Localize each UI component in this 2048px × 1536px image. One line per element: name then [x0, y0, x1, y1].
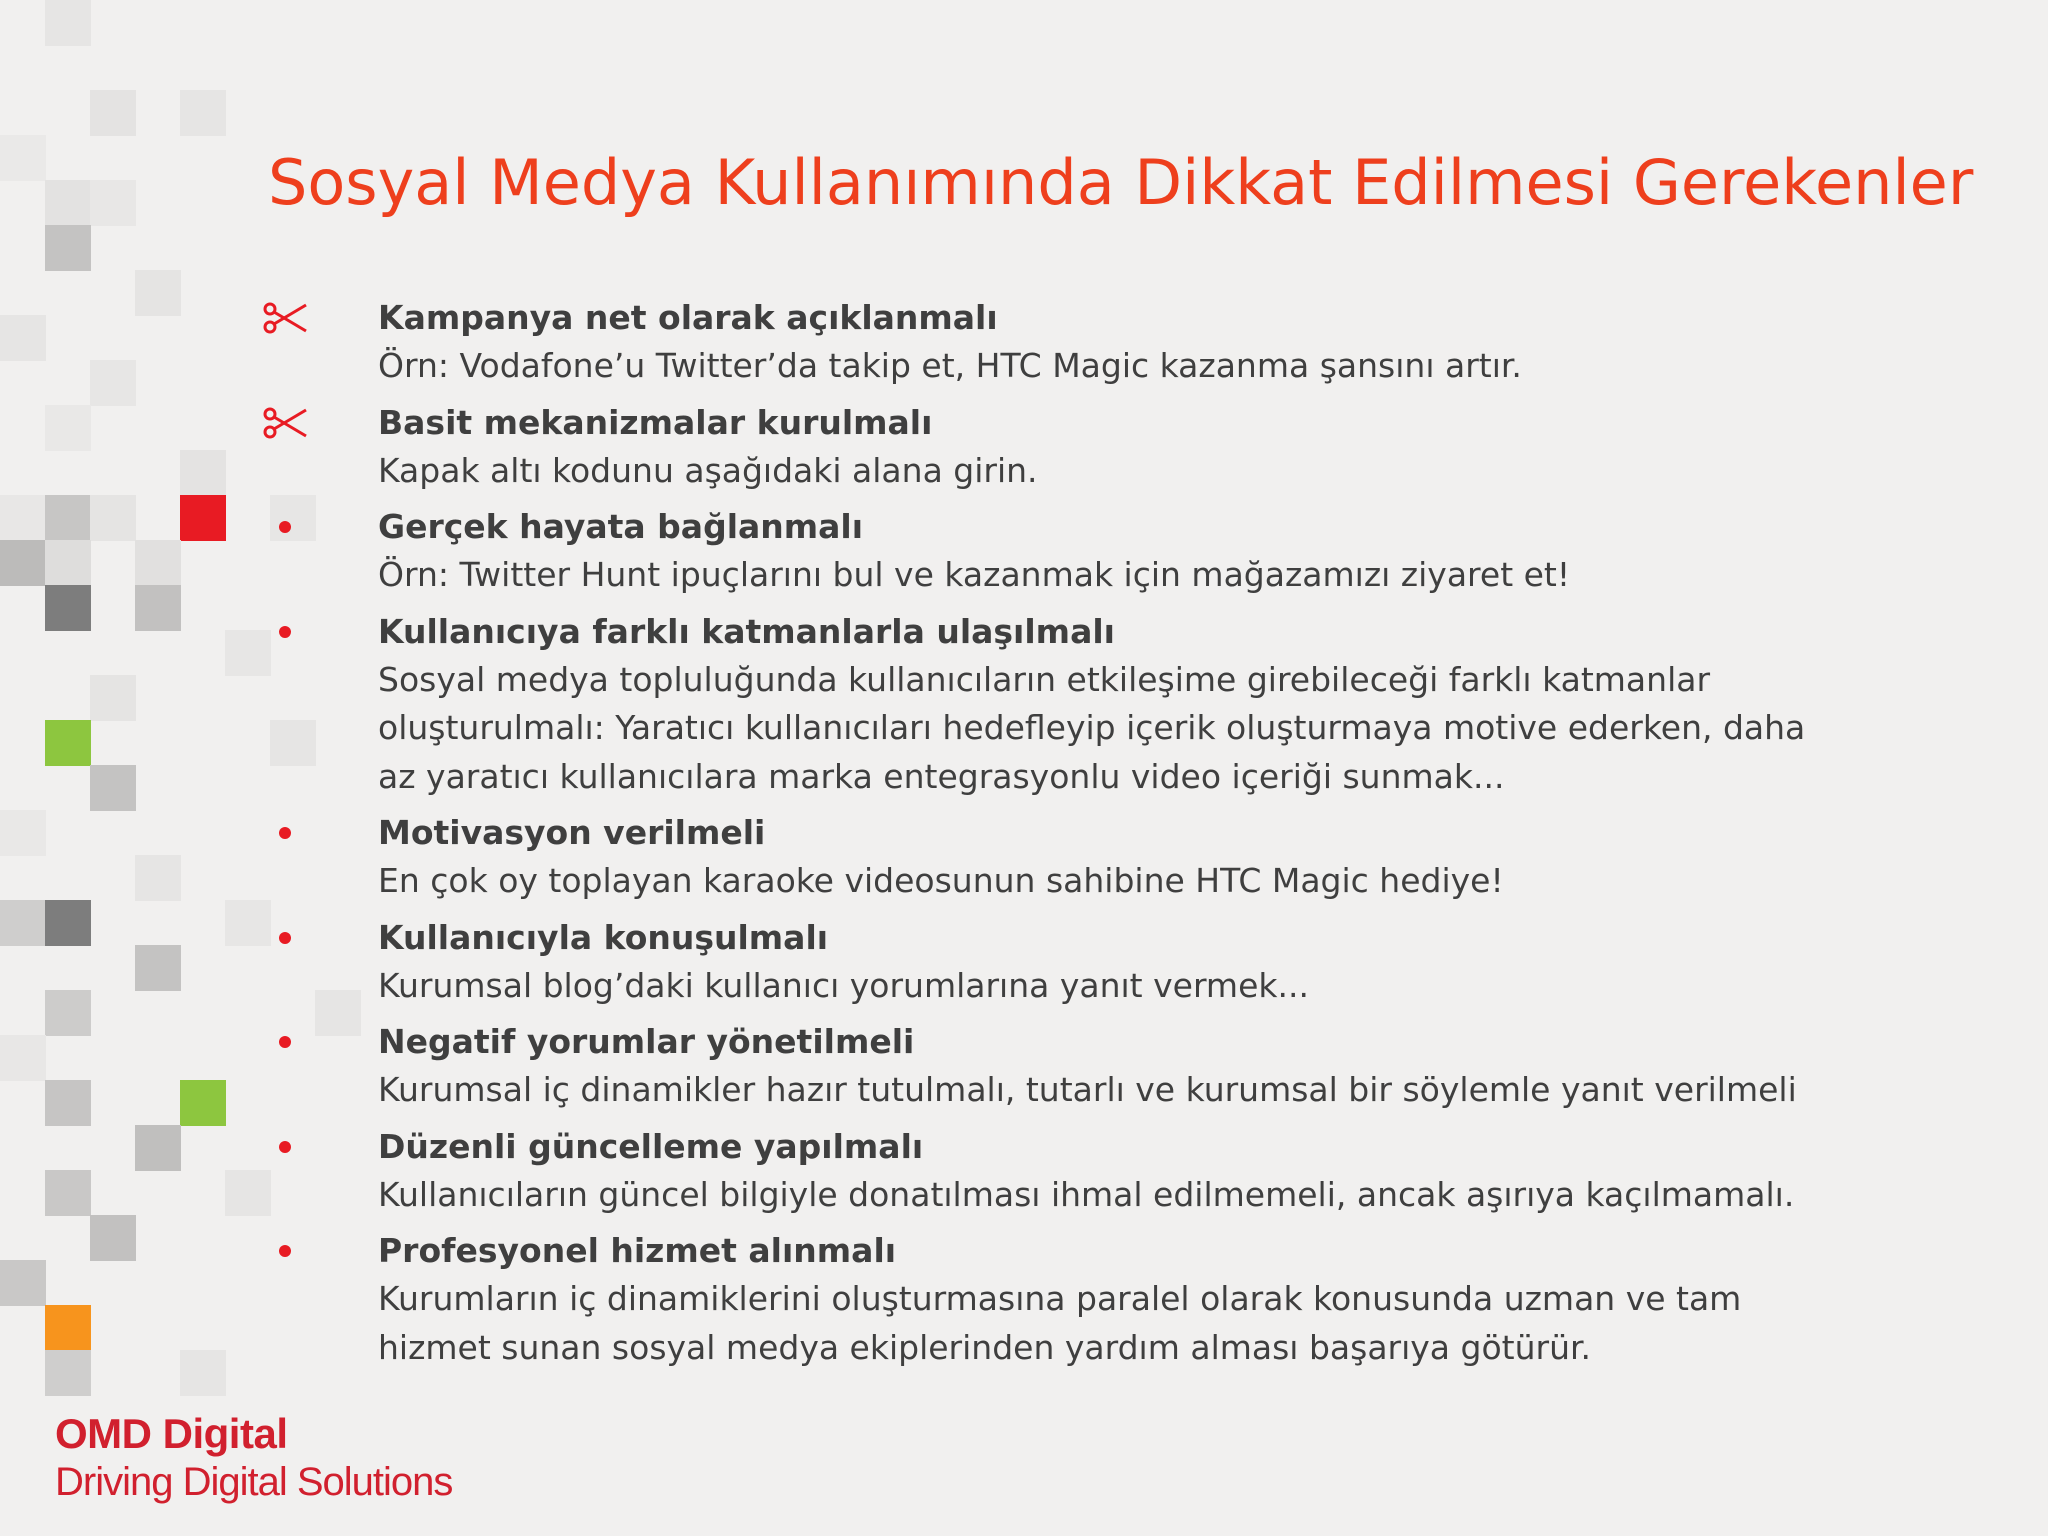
mosaic-square [0, 1035, 46, 1081]
item-heading: Kullanıcıyla konuşulmalı [378, 917, 829, 957]
mosaic-square [90, 1215, 136, 1261]
logo-tagline: Driving Digital Solutions [55, 1460, 453, 1505]
mosaic-square [135, 270, 181, 316]
mosaic-square [0, 900, 46, 946]
mosaic-square [135, 855, 181, 901]
item-text: Sosyal medya topluluğunda kullanıcıların etkileşime girebileceği farklı katmanlar oluşturulmalı: Yaratıcı kullanıcıları hedefleyip içerik oluşturmaya motive ederken, daha az yaratıcı kullanıcılara marka entegrasyonlu video içeriği sunmak... [378, 659, 1806, 796]
mosaic-square [45, 1080, 91, 1126]
mosaic-square-green [45, 720, 91, 766]
mosaic-square-red [180, 495, 226, 541]
mosaic-square [45, 1350, 91, 1396]
bullet-dot [260, 1231, 310, 1271]
logo-brand: OMD Digital [55, 1410, 288, 1457]
item-text: Kapak altı kodunu aşağıdaki alana girin. [378, 450, 1038, 490]
list-item [260, 503, 1840, 600]
mosaic-square [135, 1125, 181, 1171]
scissors-icon [260, 403, 310, 443]
mosaic-square [180, 1350, 226, 1396]
bullet-dot [260, 507, 310, 547]
list-item [260, 809, 1840, 906]
mosaic-square [45, 1170, 91, 1216]
mosaic-square [0, 315, 46, 361]
mosaic-square [0, 135, 46, 181]
mosaic-square [135, 585, 181, 631]
bullet-dot [260, 1127, 310, 1167]
bullet-dot [260, 813, 310, 853]
mosaic-square [45, 990, 91, 1036]
item-heading: Gerçek hayata bağlanmalı [378, 507, 864, 546]
mosaic-square [0, 540, 46, 586]
list-item [260, 399, 1840, 496]
mosaic-square-orange [45, 1305, 91, 1351]
mosaic-square [90, 90, 136, 136]
item-text: Örn: Vodafone’u Twitter’da takip et, HTC Magic kazanma şansını artır. [378, 346, 1522, 385]
list-item [260, 608, 1840, 802]
bullet-dot [260, 918, 310, 958]
mosaic-square-green [180, 1080, 226, 1126]
item-text: Örn: Twitter Hunt ipuçlarını bul ve kazanmak için mağazamızı ziyaret et! [378, 555, 1571, 594]
item-heading: Profesyonel hizmet alınmalı [378, 1231, 897, 1270]
mosaic-square [90, 495, 136, 541]
mosaic-square [45, 495, 91, 541]
item-text: Kurumsal iç dinamikler hazır tutulmalı, tutarlı ve kurumsal bir söylemle yanıt verilmeli [378, 1070, 1797, 1109]
item-text: Kurumların iç dinamiklerini oluşturmasına paralel olarak konusunda uzman ve tam hizmet sunan sosyal medya ekiplerinden yardım alması başarıya götürür. [378, 1279, 1742, 1367]
mosaic-square [45, 540, 91, 586]
list-item [260, 1123, 1840, 1220]
mosaic-square [45, 225, 91, 271]
item-text: Kurumsal blog’daki kullanıcı yorumlarına yanıt vermek... [378, 965, 1309, 1005]
mosaic-square [0, 1260, 46, 1306]
item-heading: Basit mekanizmalar kurulmalı [378, 402, 933, 442]
mosaic-square [45, 585, 91, 631]
list-item [260, 1018, 1840, 1115]
bullet-list [260, 294, 1840, 1380]
mosaic-square [180, 90, 226, 136]
item-heading: Kampanya net olarak açıklanmalı [378, 298, 998, 337]
mosaic-square [45, 180, 91, 226]
scissors-icon [260, 298, 310, 338]
item-heading: Kullanıcıya farklı katmanlarla ulaşılmalı [378, 611, 1115, 651]
mosaic-square [180, 450, 226, 496]
mosaic-square [90, 180, 136, 226]
mosaic-square [0, 495, 46, 541]
mosaic-square [90, 675, 136, 721]
mosaic-square [135, 945, 181, 991]
mosaic-square [90, 360, 136, 406]
mosaic-square [45, 0, 91, 46]
list-item [260, 294, 1840, 391]
item-text: Kullanıcıların güncel bilgiyle donatılması ihmal edilmemeli, ancak aşırıya kaçılmamalı. [378, 1174, 1795, 1214]
mosaic-square [0, 810, 46, 856]
item-heading: Motivasyon verilmeli [378, 813, 766, 852]
mosaic-square [45, 900, 91, 946]
item-heading: Negatif yorumlar yönetilmeli [378, 1022, 915, 1061]
list-item [260, 914, 1840, 1011]
item-heading: Düzenli güncelleme yapılmalı [378, 1126, 924, 1166]
mosaic-square [90, 765, 136, 811]
mosaic-square [135, 540, 181, 586]
slide-title: Sosyal Medya Kullanımında Dikkat Edilmesi Gerekenler [268, 146, 1974, 219]
item-text: En çok oy toplayan karaoke videosunun sahibine HTC Magic hediye! [378, 861, 1504, 900]
omd-digital-logo [55, 1410, 452, 1506]
mosaic-square [45, 405, 91, 451]
bullet-dot [260, 612, 310, 652]
list-item [260, 1227, 1840, 1372]
bullet-dot [260, 1022, 310, 1062]
